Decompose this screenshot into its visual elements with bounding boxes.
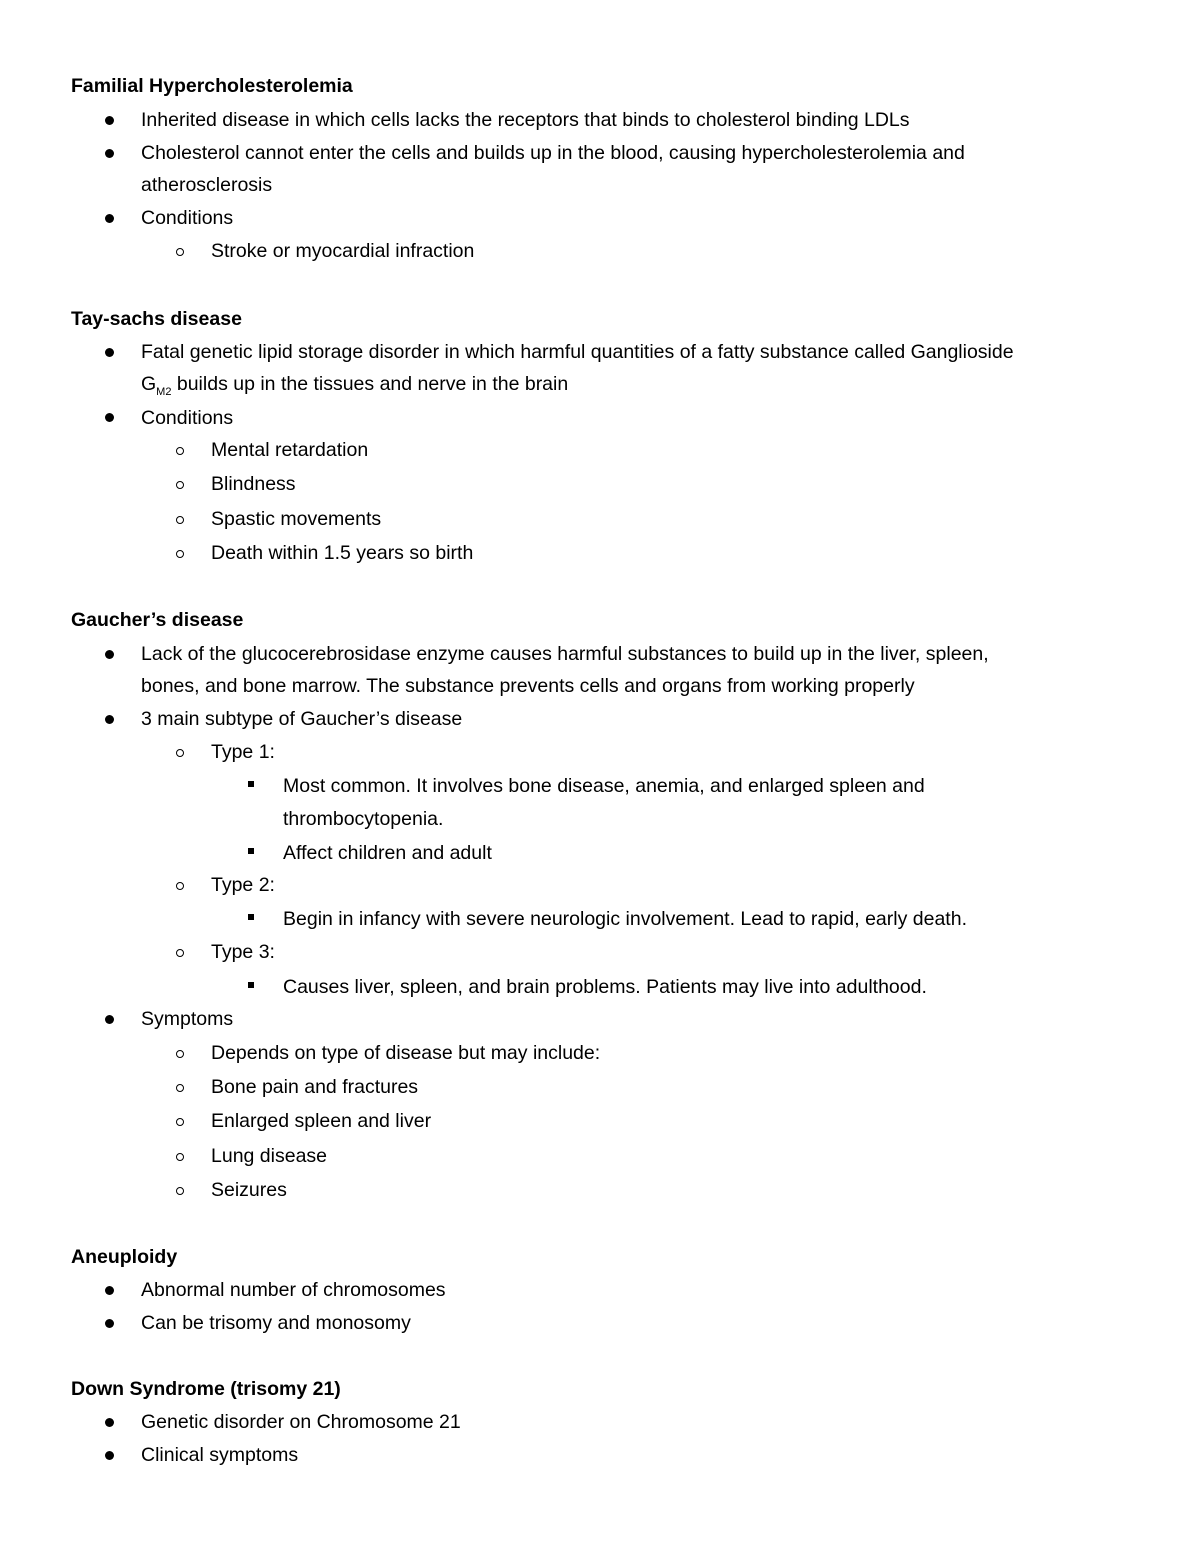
list-item-continuation: bones, and bone marrow. The substance prevents cells and organs from working properly <box>141 675 915 697</box>
bullet-circle <box>176 1050 184 1058</box>
sub-list-item: Depends on type of disease but may include: <box>211 1042 601 1064</box>
sub-list-item: Bone pain and fractures <box>211 1076 419 1098</box>
bullet-disc <box>105 214 114 223</box>
sub-sub-list-item: Affect children and adult <box>283 842 492 864</box>
list-item-continuation: $G_{M2}$ builds up in the tissues and nerve in the brain <box>141 373 569 398</box>
bullet-circle <box>176 882 184 890</box>
list-item: Genetic disorder on Chromosome 21 <box>141 1411 461 1433</box>
bullet-square <box>248 781 254 787</box>
sub-list-item: Spastic movements <box>211 508 382 530</box>
bullet-disc <box>105 1418 114 1427</box>
bullet-disc <box>105 116 114 125</box>
bullet-circle <box>176 481 184 489</box>
bullet-square <box>248 914 254 920</box>
list-item: Inherited disease in which cells lacks the receptors that binds to cholesterol binding LDLs <box>141 109 910 131</box>
list-item: Can be trisomy and monosomy <box>141 1312 411 1334</box>
sub-sub-list-item: Most common. It involves bone disease, anemia, and enlarged spleen and <box>283 775 925 797</box>
sub-sub-list-item-continuation: thrombocytopenia. <box>283 808 444 830</box>
bullet-disc <box>105 1319 114 1328</box>
sub-sub-list-item: Causes liver, spleen, and brain problems. Patients may live into adulthood. <box>283 976 927 998</box>
bullet-circle <box>176 1153 184 1161</box>
heading-familial-hypercholesterolemia: Familial Hypercholesterolemia <box>71 75 353 97</box>
bullet-disc <box>105 1286 114 1295</box>
bullet-disc <box>105 149 114 158</box>
sub-list-item: Enlarged spleen and liver <box>211 1110 432 1132</box>
bullet-circle <box>176 248 184 256</box>
bullet-disc <box>105 1015 114 1024</box>
bullet-circle <box>176 1187 184 1195</box>
list-item: Symptoms <box>141 1008 234 1030</box>
sub-list-item: Mental retardation <box>211 439 369 461</box>
bullet-disc <box>105 715 114 724</box>
sub-list-item: Type 2: <box>211 874 275 896</box>
heading-down-syndrome: Down Syndrome (trisomy 21) <box>71 1378 341 1400</box>
list-item: Lack of the glucocerebrosidase enzyme causes harmful substances to build up in the liver, spleen, <box>141 643 989 665</box>
bullet-circle <box>176 1084 184 1092</box>
list-item: Abnormal number of chromosomes <box>141 1279 446 1301</box>
bullet-square <box>248 848 254 854</box>
bullet-circle <box>176 949 184 957</box>
sub-list-item: Type 3: <box>211 941 275 963</box>
sub-sub-list-item: Begin in infancy with severe neurologic involvement. Lead to rapid, early death. <box>283 908 967 930</box>
heading-gauchers: Gaucher’s disease <box>71 609 244 631</box>
list-item: Conditions <box>141 207 234 229</box>
sub-list-item: Stroke or myocardial infraction <box>211 240 475 262</box>
heading-tay-sachs: Tay-sachs disease <box>71 308 242 330</box>
bullet-circle <box>176 516 184 524</box>
bullet-circle <box>176 550 184 558</box>
list-item: Conditions <box>141 407 234 429</box>
sub-list-item: Seizures <box>211 1179 287 1201</box>
bullet-square <box>248 982 254 988</box>
bullet-disc <box>105 348 114 357</box>
list-item: Clinical symptoms <box>141 1444 299 1466</box>
sub-list-item: Death within 1.5 years so birth <box>211 542 474 564</box>
bullet-disc <box>105 1451 114 1460</box>
heading-aneuploidy: Aneuploidy <box>71 1246 178 1268</box>
bullet-circle <box>176 749 184 757</box>
bullet-circle <box>176 447 184 455</box>
bullet-disc <box>105 650 114 659</box>
list-item: 3 main subtype of Gaucher’s disease <box>141 708 463 730</box>
bullet-disc <box>105 413 114 422</box>
sub-list-item: Type 1: <box>211 741 275 763</box>
sub-list-item: Lung disease <box>211 1145 328 1167</box>
list-item-continuation: atherosclerosis <box>141 174 273 196</box>
list-item: Fatal genetic lipid storage disorder in which harmful quantities of a fatty substance called Ganglioside <box>141 341 1014 363</box>
sub-list-item: Blindness <box>211 473 296 495</box>
list-item: Cholesterol cannot enter the cells and builds up in the blood, causing hypercholesterolemia and <box>141 142 965 164</box>
bullet-circle <box>176 1118 184 1126</box>
